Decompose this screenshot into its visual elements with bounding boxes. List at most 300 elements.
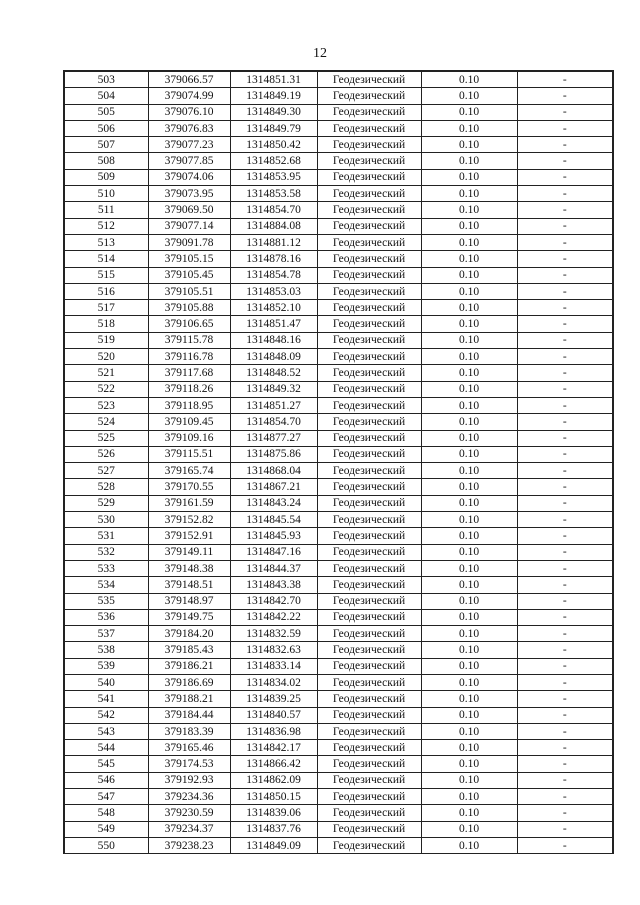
- point-number-cell: 516: [64, 283, 148, 299]
- method-cell: Геодезический: [317, 381, 421, 397]
- method-cell: Геодезический: [317, 789, 421, 805]
- precision-cell: 0.10: [421, 349, 517, 365]
- precision-cell: 0.10: [421, 593, 517, 609]
- description-cell: -: [517, 120, 613, 136]
- precision-cell: 0.10: [421, 169, 517, 185]
- table-row: [64, 186, 613, 202]
- method-cell: Геодезический: [317, 772, 421, 788]
- method-cell: Геодезический: [317, 202, 421, 218]
- precision-cell: 0.10: [421, 218, 517, 234]
- description-cell: -: [517, 560, 613, 576]
- description-cell: -: [517, 137, 613, 153]
- table-row: [64, 169, 613, 185]
- point-number-cell: 530: [64, 512, 148, 528]
- precision-cell: 0.10: [421, 202, 517, 218]
- description-cell: -: [517, 104, 613, 120]
- point-number-cell: 550: [64, 837, 148, 853]
- precision-cell: 0.10: [421, 397, 517, 413]
- y-coordinate-cell: 1314884.08: [230, 218, 317, 234]
- table-row: [64, 642, 613, 658]
- y-coordinate-cell: 1314853.58: [230, 186, 317, 202]
- y-coordinate-cell: 1314843.24: [230, 495, 317, 511]
- method-cell: Геодезический: [317, 332, 421, 348]
- table-row: [64, 137, 613, 153]
- description-cell: -: [517, 365, 613, 381]
- method-cell: Геодезический: [317, 674, 421, 690]
- point-number-cell: 523: [64, 397, 148, 413]
- method-cell: Геодезический: [317, 71, 421, 88]
- x-coordinate-cell: 379186.69: [148, 674, 230, 690]
- point-number-cell: 547: [64, 789, 148, 805]
- x-coordinate-cell: 379234.36: [148, 789, 230, 805]
- y-coordinate-cell: 1314834.02: [230, 674, 317, 690]
- description-cell: -: [517, 202, 613, 218]
- table-row: [64, 349, 613, 365]
- point-number-cell: 525: [64, 430, 148, 446]
- description-cell: -: [517, 381, 613, 397]
- table-row: [64, 821, 613, 837]
- method-cell: Геодезический: [317, 560, 421, 576]
- point-number-cell: 511: [64, 202, 148, 218]
- precision-cell: 0.10: [421, 495, 517, 511]
- x-coordinate-cell: 379161.59: [148, 495, 230, 511]
- precision-cell: 0.10: [421, 805, 517, 821]
- table-row: [64, 593, 613, 609]
- table-row: [64, 397, 613, 413]
- table-row: [64, 202, 613, 218]
- point-number-cell: 518: [64, 316, 148, 332]
- point-number-cell: 508: [64, 153, 148, 169]
- x-coordinate-cell: 379069.50: [148, 202, 230, 218]
- method-cell: Геодезический: [317, 251, 421, 267]
- point-number-cell: 528: [64, 479, 148, 495]
- method-cell: Геодезический: [317, 577, 421, 593]
- y-coordinate-cell: 1314867.21: [230, 479, 317, 495]
- table-row: [64, 723, 613, 739]
- table-row: [64, 88, 613, 104]
- y-coordinate-cell: 1314850.42: [230, 137, 317, 153]
- table-row: [64, 756, 613, 772]
- method-cell: Геодезический: [317, 414, 421, 430]
- point-number-cell: 519: [64, 332, 148, 348]
- precision-cell: 0.10: [421, 300, 517, 316]
- point-number-cell: 503: [64, 71, 148, 88]
- method-cell: Геодезический: [317, 137, 421, 153]
- description-cell: -: [517, 283, 613, 299]
- description-cell: -: [517, 300, 613, 316]
- description-cell: -: [517, 658, 613, 674]
- description-cell: -: [517, 609, 613, 625]
- description-cell: -: [517, 821, 613, 837]
- x-coordinate-cell: 379149.11: [148, 544, 230, 560]
- x-coordinate-cell: 379115.78: [148, 332, 230, 348]
- table-row: [64, 316, 613, 332]
- y-coordinate-cell: 1314850.15: [230, 789, 317, 805]
- precision-cell: 0.10: [421, 414, 517, 430]
- method-cell: Геодезический: [317, 495, 421, 511]
- precision-cell: 0.10: [421, 642, 517, 658]
- method-cell: Геодезический: [317, 691, 421, 707]
- table-row: [64, 365, 613, 381]
- precision-cell: 0.10: [421, 186, 517, 202]
- y-coordinate-cell: 1314842.70: [230, 593, 317, 609]
- y-coordinate-cell: 1314842.22: [230, 609, 317, 625]
- point-number-cell: 535: [64, 593, 148, 609]
- description-cell: -: [517, 544, 613, 560]
- point-number-cell: 521: [64, 365, 148, 381]
- table-row: [64, 805, 613, 821]
- table-row: [64, 544, 613, 560]
- x-coordinate-cell: 379152.82: [148, 512, 230, 528]
- table-row: [64, 560, 613, 576]
- x-coordinate-cell: 379105.45: [148, 267, 230, 283]
- table-row: [64, 153, 613, 169]
- precision-cell: 0.10: [421, 544, 517, 560]
- y-coordinate-cell: 1314848.52: [230, 365, 317, 381]
- x-coordinate-cell: 379183.39: [148, 723, 230, 739]
- method-cell: Геодезический: [317, 186, 421, 202]
- x-coordinate-cell: 379106.65: [148, 316, 230, 332]
- point-number-cell: 517: [64, 300, 148, 316]
- y-coordinate-cell: 1314848.09: [230, 349, 317, 365]
- method-cell: Геодезический: [317, 609, 421, 625]
- precision-cell: 0.10: [421, 691, 517, 707]
- description-cell: -: [517, 707, 613, 723]
- x-coordinate-cell: 379148.97: [148, 593, 230, 609]
- method-cell: Геодезический: [317, 593, 421, 609]
- coordinates-table: [63, 70, 614, 854]
- table-row: [64, 609, 613, 625]
- precision-cell: 0.10: [421, 479, 517, 495]
- description-cell: -: [517, 642, 613, 658]
- point-number-cell: 544: [64, 740, 148, 756]
- method-cell: Геодезический: [317, 153, 421, 169]
- x-coordinate-cell: 379105.88: [148, 300, 230, 316]
- method-cell: Геодезический: [317, 626, 421, 642]
- description-cell: -: [517, 691, 613, 707]
- description-cell: -: [517, 626, 613, 642]
- y-coordinate-cell: 1314878.16: [230, 251, 317, 267]
- point-number-cell: 509: [64, 169, 148, 185]
- point-number-cell: 515: [64, 267, 148, 283]
- precision-cell: 0.10: [421, 104, 517, 120]
- description-cell: -: [517, 740, 613, 756]
- x-coordinate-cell: 379076.10: [148, 104, 230, 120]
- y-coordinate-cell: 1314875.86: [230, 446, 317, 462]
- precision-cell: 0.10: [421, 560, 517, 576]
- point-number-cell: 520: [64, 349, 148, 365]
- method-cell: Геодезический: [317, 642, 421, 658]
- x-coordinate-cell: 379170.55: [148, 479, 230, 495]
- precision-cell: 0.10: [421, 789, 517, 805]
- point-number-cell: 514: [64, 251, 148, 267]
- precision-cell: 0.10: [421, 267, 517, 283]
- description-cell: -: [517, 772, 613, 788]
- y-coordinate-cell: 1314849.32: [230, 381, 317, 397]
- y-coordinate-cell: 1314866.42: [230, 756, 317, 772]
- precision-cell: 0.10: [421, 772, 517, 788]
- table-row: [64, 528, 613, 544]
- x-coordinate-cell: 379091.78: [148, 234, 230, 250]
- y-coordinate-cell: 1314851.27: [230, 397, 317, 413]
- method-cell: Геодезический: [317, 658, 421, 674]
- table-row: [64, 495, 613, 511]
- method-cell: Геодезический: [317, 479, 421, 495]
- table-row: [64, 577, 613, 593]
- table-row: [64, 71, 613, 88]
- method-cell: Геодезический: [317, 805, 421, 821]
- x-coordinate-cell: 379185.43: [148, 642, 230, 658]
- method-cell: Геодезический: [317, 430, 421, 446]
- precision-cell: 0.10: [421, 88, 517, 104]
- precision-cell: 0.10: [421, 707, 517, 723]
- table-row: [64, 658, 613, 674]
- description-cell: -: [517, 593, 613, 609]
- precision-cell: 0.10: [421, 756, 517, 772]
- table-row: [64, 479, 613, 495]
- table-row: [64, 414, 613, 430]
- description-cell: -: [517, 512, 613, 528]
- y-coordinate-cell: 1314842.17: [230, 740, 317, 756]
- table-row: [64, 740, 613, 756]
- x-coordinate-cell: 379118.95: [148, 397, 230, 413]
- point-number-cell: 545: [64, 756, 148, 772]
- table-row: [64, 267, 613, 283]
- x-coordinate-cell: 379117.68: [148, 365, 230, 381]
- point-number-cell: 539: [64, 658, 148, 674]
- x-coordinate-cell: 379109.16: [148, 430, 230, 446]
- precision-cell: 0.10: [421, 626, 517, 642]
- precision-cell: 0.10: [421, 365, 517, 381]
- description-cell: -: [517, 495, 613, 511]
- description-cell: -: [517, 153, 613, 169]
- method-cell: Геодезический: [317, 723, 421, 739]
- description-cell: -: [517, 837, 613, 853]
- description-cell: -: [517, 805, 613, 821]
- y-coordinate-cell: 1314853.03: [230, 283, 317, 299]
- method-cell: Геодезический: [317, 512, 421, 528]
- table-row: [64, 707, 613, 723]
- description-cell: -: [517, 316, 613, 332]
- y-coordinate-cell: 1314836.98: [230, 723, 317, 739]
- point-number-cell: 527: [64, 463, 148, 479]
- point-number-cell: 548: [64, 805, 148, 821]
- y-coordinate-cell: 1314849.09: [230, 837, 317, 853]
- method-cell: Геодезический: [317, 365, 421, 381]
- precision-cell: 0.10: [421, 251, 517, 267]
- x-coordinate-cell: 379174.53: [148, 756, 230, 772]
- x-coordinate-cell: 379152.91: [148, 528, 230, 544]
- description-cell: -: [517, 446, 613, 462]
- x-coordinate-cell: 379148.51: [148, 577, 230, 593]
- x-coordinate-cell: 379186.21: [148, 658, 230, 674]
- description-cell: -: [517, 577, 613, 593]
- description-cell: -: [517, 463, 613, 479]
- method-cell: Геодезический: [317, 756, 421, 772]
- description-cell: -: [517, 71, 613, 88]
- table-row: [64, 251, 613, 267]
- page-number: 12: [313, 46, 327, 61]
- point-number-cell: 505: [64, 104, 148, 120]
- point-number-cell: 512: [64, 218, 148, 234]
- y-coordinate-cell: 1314852.10: [230, 300, 317, 316]
- table-row: [64, 234, 613, 250]
- point-number-cell: 543: [64, 723, 148, 739]
- point-number-cell: 542: [64, 707, 148, 723]
- description-cell: -: [517, 789, 613, 805]
- method-cell: Геодезический: [317, 349, 421, 365]
- method-cell: Геодезический: [317, 837, 421, 853]
- table-row: [64, 332, 613, 348]
- x-coordinate-cell: 379077.23: [148, 137, 230, 153]
- precision-cell: 0.10: [421, 723, 517, 739]
- x-coordinate-cell: 379148.38: [148, 560, 230, 576]
- y-coordinate-cell: 1314853.95: [230, 169, 317, 185]
- y-coordinate-cell: 1314839.06: [230, 805, 317, 821]
- y-coordinate-cell: 1314877.27: [230, 430, 317, 446]
- description-cell: -: [517, 430, 613, 446]
- method-cell: Геодезический: [317, 267, 421, 283]
- precision-cell: 0.10: [421, 821, 517, 837]
- point-number-cell: 541: [64, 691, 148, 707]
- y-coordinate-cell: 1314851.47: [230, 316, 317, 332]
- table-row: [64, 430, 613, 446]
- description-cell: -: [517, 267, 613, 283]
- y-coordinate-cell: 1314847.16: [230, 544, 317, 560]
- point-number-cell: 549: [64, 821, 148, 837]
- point-number-cell: 533: [64, 560, 148, 576]
- x-coordinate-cell: 379077.14: [148, 218, 230, 234]
- x-coordinate-cell: 379109.45: [148, 414, 230, 430]
- x-coordinate-cell: 379238.23: [148, 837, 230, 853]
- precision-cell: 0.10: [421, 120, 517, 136]
- table-row: [64, 104, 613, 120]
- x-coordinate-cell: 379118.26: [148, 381, 230, 397]
- x-coordinate-cell: 379073.95: [148, 186, 230, 202]
- precision-cell: 0.10: [421, 381, 517, 397]
- description-cell: -: [517, 218, 613, 234]
- precision-cell: 0.10: [421, 430, 517, 446]
- y-coordinate-cell: 1314839.25: [230, 691, 317, 707]
- precision-cell: 0.10: [421, 316, 517, 332]
- description-cell: -: [517, 723, 613, 739]
- description-cell: -: [517, 332, 613, 348]
- method-cell: Геодезический: [317, 446, 421, 462]
- point-number-cell: 532: [64, 544, 148, 560]
- y-coordinate-cell: 1314854.70: [230, 202, 317, 218]
- y-coordinate-cell: 1314862.09: [230, 772, 317, 788]
- table-row: [64, 463, 613, 479]
- x-coordinate-cell: 379230.59: [148, 805, 230, 821]
- y-coordinate-cell: 1314832.63: [230, 642, 317, 658]
- point-number-cell: 540: [64, 674, 148, 690]
- x-coordinate-cell: 379105.15: [148, 251, 230, 267]
- x-coordinate-cell: 379192.93: [148, 772, 230, 788]
- method-cell: Геодезический: [317, 740, 421, 756]
- method-cell: Геодезический: [317, 528, 421, 544]
- x-coordinate-cell: 379077.85: [148, 153, 230, 169]
- point-number-cell: 507: [64, 137, 148, 153]
- y-coordinate-cell: 1314852.68: [230, 153, 317, 169]
- description-cell: -: [517, 528, 613, 544]
- y-coordinate-cell: 1314845.93: [230, 528, 317, 544]
- description-cell: -: [517, 169, 613, 185]
- x-coordinate-cell: 379188.21: [148, 691, 230, 707]
- x-coordinate-cell: 379116.78: [148, 349, 230, 365]
- y-coordinate-cell: 1314854.78: [230, 267, 317, 283]
- point-number-cell: 529: [64, 495, 148, 511]
- table-row: [64, 837, 613, 853]
- table-row: [64, 789, 613, 805]
- x-coordinate-cell: 379074.06: [148, 169, 230, 185]
- precision-cell: 0.10: [421, 609, 517, 625]
- y-coordinate-cell: 1314881.12: [230, 234, 317, 250]
- description-cell: -: [517, 234, 613, 250]
- method-cell: Геодезический: [317, 300, 421, 316]
- method-cell: Геодезический: [317, 283, 421, 299]
- precision-cell: 0.10: [421, 137, 517, 153]
- precision-cell: 0.10: [421, 446, 517, 462]
- method-cell: Геодезический: [317, 316, 421, 332]
- y-coordinate-cell: 1314837.76: [230, 821, 317, 837]
- y-coordinate-cell: 1314848.16: [230, 332, 317, 348]
- point-number-cell: 538: [64, 642, 148, 658]
- description-cell: -: [517, 251, 613, 267]
- y-coordinate-cell: 1314849.19: [230, 88, 317, 104]
- point-number-cell: 537: [64, 626, 148, 642]
- method-cell: Геодезический: [317, 397, 421, 413]
- precision-cell: 0.10: [421, 234, 517, 250]
- point-number-cell: 536: [64, 609, 148, 625]
- y-coordinate-cell: 1314851.31: [230, 71, 317, 88]
- y-coordinate-cell: 1314833.14: [230, 658, 317, 674]
- point-number-cell: 510: [64, 186, 148, 202]
- y-coordinate-cell: 1314832.59: [230, 626, 317, 642]
- table-row: [64, 512, 613, 528]
- precision-cell: 0.10: [421, 740, 517, 756]
- precision-cell: 0.10: [421, 658, 517, 674]
- description-cell: -: [517, 756, 613, 772]
- y-coordinate-cell: 1314868.04: [230, 463, 317, 479]
- point-number-cell: 504: [64, 88, 148, 104]
- table-row: [64, 674, 613, 690]
- table-row: [64, 691, 613, 707]
- precision-cell: 0.10: [421, 283, 517, 299]
- x-coordinate-cell: 379184.20: [148, 626, 230, 642]
- precision-cell: 0.10: [421, 528, 517, 544]
- description-cell: -: [517, 397, 613, 413]
- precision-cell: 0.10: [421, 71, 517, 88]
- precision-cell: 0.10: [421, 512, 517, 528]
- method-cell: Геодезический: [317, 88, 421, 104]
- y-coordinate-cell: 1314843.38: [230, 577, 317, 593]
- y-coordinate-cell: 1314849.79: [230, 120, 317, 136]
- description-cell: -: [517, 674, 613, 690]
- method-cell: Геодезический: [317, 120, 421, 136]
- description-cell: -: [517, 186, 613, 202]
- coordinates-table-body: [64, 71, 613, 854]
- point-number-cell: 524: [64, 414, 148, 430]
- point-number-cell: 506: [64, 120, 148, 136]
- point-number-cell: 526: [64, 446, 148, 462]
- precision-cell: 0.10: [421, 837, 517, 853]
- x-coordinate-cell: 379066.57: [148, 71, 230, 88]
- y-coordinate-cell: 1314844.37: [230, 560, 317, 576]
- x-coordinate-cell: 379165.74: [148, 463, 230, 479]
- x-coordinate-cell: 379165.46: [148, 740, 230, 756]
- point-number-cell: 513: [64, 234, 148, 250]
- x-coordinate-cell: 379149.75: [148, 609, 230, 625]
